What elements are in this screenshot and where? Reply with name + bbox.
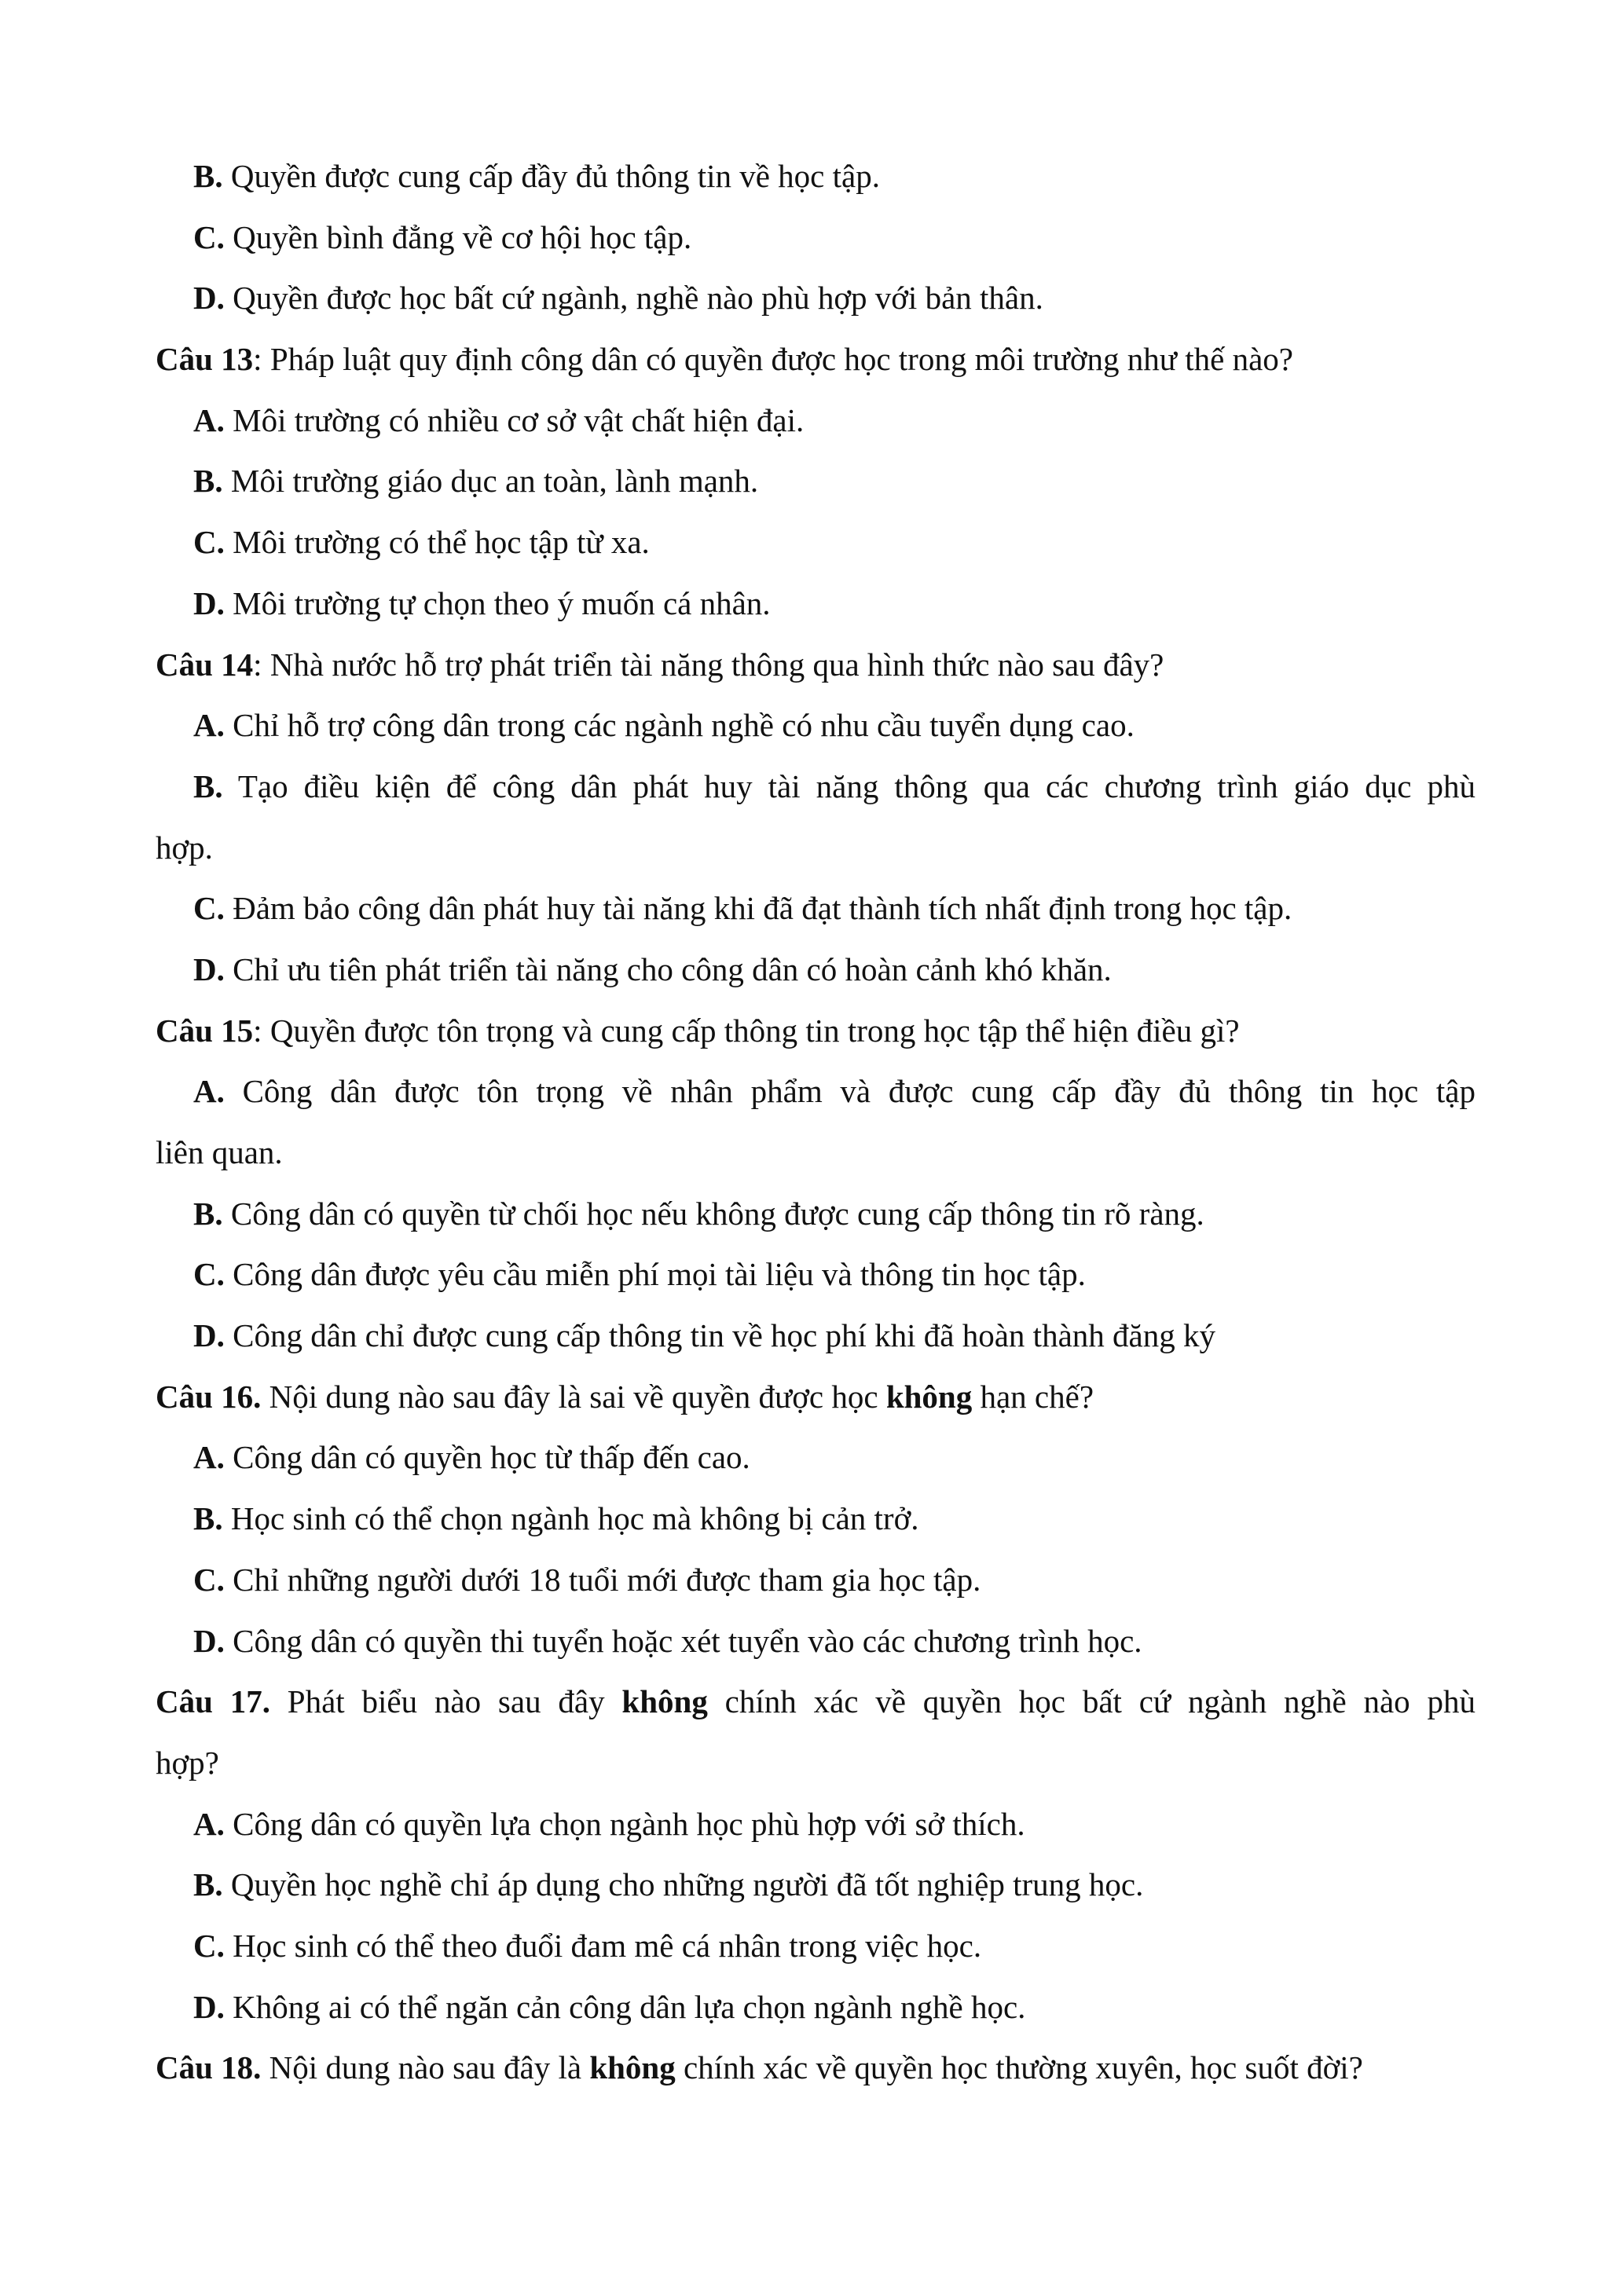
option-label: A. [193, 707, 225, 744]
continuation-text: liên quan. [156, 1134, 283, 1170]
answer-option [156, 1977, 1476, 2038]
answer-option [156, 1611, 1476, 1672]
option-text: Quyền được học bất cứ ngành, nghề nào phù hợp với bản thân. [224, 280, 1043, 317]
answer-option [156, 1184, 1476, 1245]
answer-option [156, 451, 1476, 512]
option-text: Môi trường có nhiều cơ sở vật chất hiện đại. [224, 401, 805, 438]
option-text: Quyền được cung cấp đầy đủ thông tin về học tập. [222, 158, 880, 194]
question-text: : Pháp luật quy định công dân có quyền được học trong môi trường như thế nào? [253, 341, 1294, 378]
option-text: Môi trường tự chọn theo ý muốn cá nhân. [224, 584, 771, 621]
question-text: Phát biểu nào sau đây [269, 1683, 622, 1720]
answer-option [156, 268, 1476, 329]
answer-option [156, 1427, 1476, 1489]
option-label: C. [193, 1561, 225, 1598]
answer-option [156, 1550, 1476, 1611]
question-number: Câu 15 [156, 1012, 254, 1049]
answer-option [156, 1855, 1476, 1916]
answer-option [156, 1244, 1476, 1305]
option-label: A. [193, 1439, 225, 1476]
option-label: D. [193, 1988, 225, 2025]
option-label: C. [193, 218, 225, 255]
option-text: Công dân có quyền lựa chọn ngành học phù hợp với sở thích. [224, 1805, 1025, 1842]
answer-option [156, 695, 1476, 756]
emphasis-word: không [589, 2049, 676, 2086]
option-text: Học sinh có thể theo đuổi đam mê cá nhân trong việc học. [224, 1927, 982, 1964]
question-number: Câu 18. [156, 2049, 262, 2086]
continuation-text: hợp? [156, 1744, 219, 1781]
option-label: B. [193, 767, 223, 804]
question [156, 1672, 1476, 1733]
question [156, 635, 1476, 696]
option-text: Công dân có quyền học từ thấp đến cao. [224, 1439, 750, 1476]
option-text: Học sinh có thể chọn ngành học mà không bị cản trở. [222, 1500, 919, 1537]
option-label: B. [193, 463, 223, 500]
question-text: chính xác về quyền học thường xuyên, học suốt đời? [675, 2049, 1363, 2086]
option-label: B. [193, 1195, 223, 1232]
option-label: B. [193, 1500, 223, 1537]
question-text: hạn chế? [972, 1378, 1094, 1415]
answer-option [156, 207, 1476, 269]
option-text: Không ai có thể ngăn cản công dân lựa chọn ngành nghề học. [224, 1988, 1026, 2025]
continuation-line [156, 1122, 1476, 1184]
option-label: A. [193, 1805, 225, 1842]
emphasis-word: không [621, 1683, 708, 1720]
answer-option [156, 146, 1476, 207]
option-text: Công dân có quyền từ chối học nếu không được cung cấp thông tin rõ ràng. [222, 1195, 1204, 1232]
answer-option [156, 573, 1476, 635]
option-text: Tạo điều kiện để công dân phát huy tài năng thông qua các chương trình giáo dục phù [222, 767, 1476, 804]
option-label: C. [193, 890, 225, 927]
option-label: D. [193, 584, 225, 621]
option-label: C. [193, 1927, 225, 1964]
question-text: : Quyền được tôn trọng và cung cấp thông tin trong học tập thể hiện điều gì? [253, 1012, 1240, 1049]
question-number: Câu 16. [156, 1378, 262, 1415]
answer-option [156, 390, 1476, 452]
option-label: D. [193, 280, 225, 317]
question [156, 2038, 1476, 2099]
option-label: B. [193, 1866, 223, 1903]
question-number: Câu 13 [156, 341, 254, 378]
question-text: Nội dung nào sau đây là [261, 2049, 590, 2086]
answer-option [156, 1305, 1476, 1367]
option-text: Công dân được yêu cầu miễn phí mọi tài liệu và thông tin học tập. [224, 1256, 1086, 1293]
option-label: D. [193, 950, 225, 987]
option-label: D. [193, 1317, 225, 1354]
answer-option [156, 1794, 1476, 1855]
option-label: C. [193, 1256, 225, 1293]
question-number: Câu 17. [156, 1683, 270, 1720]
option-label: C. [193, 524, 225, 561]
answer-option [156, 756, 1476, 818]
option-text: Môi trường giáo dục an toàn, lành mạnh. [222, 463, 759, 500]
option-text: Quyền học nghề chỉ áp dụng cho những người đã tốt nghiệp trung học. [222, 1866, 1144, 1903]
option-text: Công dân có quyền thi tuyển hoặc xét tuyển vào các chương trình học. [224, 1622, 1142, 1659]
option-label: D. [193, 1622, 225, 1659]
option-label: B. [193, 158, 223, 194]
question-text: chính xác về quyền học bất cứ ngành nghề nào phù [707, 1683, 1476, 1720]
emphasis-word: không [885, 1378, 973, 1415]
option-text: Chỉ hỗ trợ công dân trong các ngành nghề có nhu cầu tuyển dụng cao. [224, 707, 1135, 744]
option-text: Chỉ những người dưới 18 tuổi mới được tham gia học tập. [224, 1561, 981, 1598]
option-label: A. [193, 1073, 225, 1110]
question [156, 1001, 1476, 1062]
document-body [156, 146, 1476, 2099]
option-label: A. [193, 401, 225, 438]
option-text: Đảm bảo công dân phát huy tài năng khi đã đạt thành tích nhất định trong học tập. [224, 890, 1292, 927]
option-text: Môi trường có thể học tập từ xa. [224, 524, 650, 561]
continuation-line [156, 818, 1476, 879]
option-text: Chỉ ưu tiên phát triển tài năng cho công dân có hoàn cảnh khó khăn. [224, 950, 1112, 987]
question-number: Câu 14 [156, 646, 254, 683]
answer-option [156, 939, 1476, 1001]
answer-option [156, 1489, 1476, 1550]
option-text: Công dân được tôn trọng về nhân phẩm và được cung cấp đầy đủ thông tin học tập [224, 1073, 1476, 1110]
question [156, 329, 1476, 390]
continuation-text: hợp. [156, 829, 213, 866]
question-text: Nội dung nào sau đây là sai về quyền được học [261, 1378, 886, 1415]
answer-option [156, 878, 1476, 939]
answer-option [156, 512, 1476, 573]
option-text: Quyền bình đẳng về cơ hội học tập. [224, 218, 692, 255]
question-text: : Nhà nước hỗ trợ phát triển tài năng thông qua hình thức nào sau đây? [253, 646, 1164, 683]
answer-option [156, 1916, 1476, 1977]
answer-option [156, 1061, 1476, 1122]
continuation-line [156, 1733, 1476, 1794]
option-text: Công dân chỉ được cung cấp thông tin về học phí khi đã hoàn thành đăng ký [224, 1317, 1215, 1354]
question [156, 1367, 1476, 1428]
